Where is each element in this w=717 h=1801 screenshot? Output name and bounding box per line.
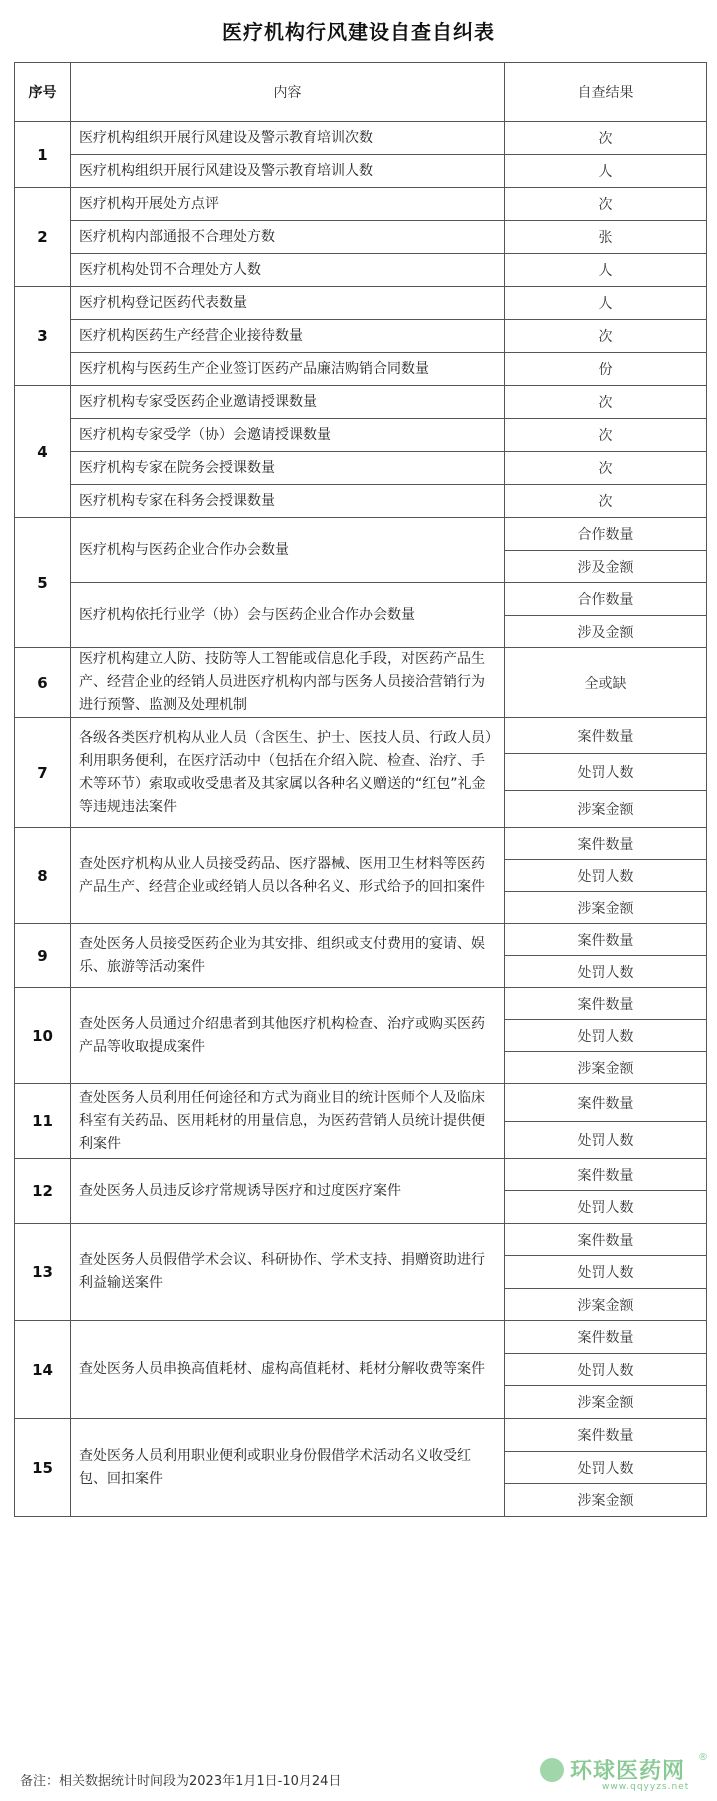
result-cell[interactable]: 涉及金额: [505, 616, 707, 648]
result-cell[interactable]: 次: [505, 452, 707, 485]
result-cell[interactable]: 次: [505, 386, 707, 419]
result-cell[interactable]: 处罚人数: [505, 1452, 707, 1484]
table-header-row: [15, 63, 707, 122]
row-number: 14: [15, 1321, 71, 1419]
row-number: 1: [15, 122, 71, 188]
result-cell[interactable]: 案件数量: [505, 1321, 707, 1354]
table-row: [15, 1084, 707, 1122]
table-row: [15, 419, 707, 452]
table-row: [15, 828, 707, 860]
result-cell[interactable]: 份: [505, 353, 707, 386]
result-cell[interactable]: 案件数量: [505, 828, 707, 860]
result-cell[interactable]: 案件数量: [505, 1419, 707, 1452]
content-cell: 医疗机构专家在科务会授课数量: [71, 485, 505, 518]
table-row: [15, 254, 707, 287]
self-check-table: [14, 62, 707, 1517]
table-row: [15, 1321, 707, 1354]
result-cell[interactable]: 处罚人数: [505, 956, 707, 988]
table-row: [15, 518, 707, 551]
row-number: 13: [15, 1224, 71, 1321]
table-row: [15, 122, 707, 155]
content-cell: 医疗机构处罚不合理处方人数: [71, 254, 505, 287]
table-row: [15, 452, 707, 485]
table-row: [15, 353, 707, 386]
content-cell: 医疗机构建立人防、技防等人工智能或信息化手段，对医药产品生产、经营企业的经销人员进医疗机构内部与医务人员接洽营销行为进行预警、监测及处理机制: [71, 648, 505, 718]
header-content: 内容: [71, 63, 505, 122]
content-cell: 医疗机构开展处方点评: [71, 188, 505, 221]
content-cell: 查处医务人员利用任何途径和方式为商业目的统计医师个人及临床科室有关药品、医用耗材的用量信息，为医药营销人员统计提供便利案件: [71, 1084, 505, 1159]
content-cell: 医疗机构依托行业学（协）会与医药企业合作办会数量: [71, 583, 505, 648]
header-result: 自查结果: [505, 63, 707, 122]
table-row: [15, 583, 707, 616]
result-cell[interactable]: 次: [505, 188, 707, 221]
content-cell: 查处医疗机构从业人员接受药品、医疗器械、医用卫生材料等医药产品生产、经营企业或经销人员以各种名义、形式给予的回扣案件: [71, 828, 505, 924]
result-cell[interactable]: 处罚人数: [505, 1020, 707, 1052]
row-number: 15: [15, 1419, 71, 1517]
table-row: [15, 188, 707, 221]
result-cell[interactable]: 处罚人数: [505, 1354, 707, 1386]
header-num: 序号: [15, 63, 71, 122]
table-row: [15, 287, 707, 320]
result-cell[interactable]: 次: [505, 485, 707, 518]
result-cell[interactable]: 案件数量: [505, 924, 707, 956]
row-number: 4: [15, 386, 71, 518]
result-cell[interactable]: 合作数量: [505, 583, 707, 616]
table-row: [15, 386, 707, 419]
result-cell[interactable]: 处罚人数: [505, 1256, 707, 1289]
row-number: 12: [15, 1159, 71, 1224]
table-row: [15, 1159, 707, 1191]
table-row: [15, 485, 707, 518]
result-cell[interactable]: 案件数量: [505, 1084, 707, 1122]
result-cell[interactable]: 涉案金额: [505, 892, 707, 924]
result-cell[interactable]: 处罚人数: [505, 754, 707, 791]
result-cell[interactable]: 人: [505, 155, 707, 188]
result-cell[interactable]: 次: [505, 320, 707, 353]
table-row: [15, 1419, 707, 1452]
result-cell[interactable]: 次: [505, 122, 707, 155]
watermark-url: www.qqyyzs.net: [602, 1782, 690, 1792]
result-cell[interactable]: 人: [505, 254, 707, 287]
row-number: 10: [15, 988, 71, 1084]
content-cell: 查处医务人员通过介绍患者到其他医疗机构检查、治疗或购买医药产品等收取提成案件: [71, 988, 505, 1084]
result-cell[interactable]: 全或缺: [505, 648, 707, 718]
table-row: [15, 155, 707, 188]
page-title: 医疗机构行风建设自查自纠表: [222, 20, 495, 44]
result-cell[interactable]: 涉案金额: [505, 791, 707, 828]
row-number: 9: [15, 924, 71, 988]
content-cell: 医疗机构内部通报不合理处方数: [71, 221, 505, 254]
table-row: [15, 648, 707, 718]
content-cell: 查处医务人员违反诊疗常规诱导医疗和过度医疗案件: [71, 1159, 505, 1224]
row-number: 8: [15, 828, 71, 924]
table-row: [15, 1224, 707, 1256]
result-cell[interactable]: 案件数量: [505, 988, 707, 1020]
result-cell[interactable]: 案件数量: [505, 1159, 707, 1191]
content-cell: 医疗机构登记医药代表数量: [71, 287, 505, 320]
row-number: 2: [15, 188, 71, 287]
result-cell[interactable]: 处罚人数: [505, 860, 707, 892]
watermark: [540, 1752, 712, 1796]
content-cell: 查处医务人员利用职业便利或职业身份假借学术活动名义收受红包、回扣案件: [71, 1419, 505, 1517]
footnote: 备注：相关数据统计时间段为2023年1月1日-10月24日: [20, 1774, 342, 1789]
content-cell: 医疗机构专家在院务会授课数量: [71, 452, 505, 485]
result-cell[interactable]: 案件数量: [505, 718, 707, 754]
result-cell[interactable]: 涉及金额: [505, 551, 707, 583]
result-cell[interactable]: 涉案金额: [505, 1052, 707, 1084]
content-cell: 查处医务人员假借学术会议、科研协作、学术支持、捐赠资助进行利益输送案件: [71, 1224, 505, 1321]
result-cell[interactable]: 涉案金额: [505, 1289, 707, 1321]
content-cell: 医疗机构组织开展行风建设及警示教育培训人数: [71, 155, 505, 188]
content-cell: 医疗机构组织开展行风建设及警示教育培训次数: [71, 122, 505, 155]
table-row: [15, 320, 707, 353]
content-cell: 医疗机构专家受学（协）会邀请授课数量: [71, 419, 505, 452]
table-row: [15, 221, 707, 254]
content-cell: 查处医务人员接受医药企业为其安排、组织或支付费用的宴请、娱乐、旅游等活动案件: [71, 924, 505, 988]
row-number: 5: [15, 518, 71, 648]
result-cell[interactable]: 合作数量: [505, 518, 707, 551]
result-cell[interactable]: 人: [505, 287, 707, 320]
result-cell[interactable]: 处罚人数: [505, 1122, 707, 1159]
row-number: 11: [15, 1084, 71, 1159]
result-cell[interactable]: 涉案金额: [505, 1386, 707, 1419]
row-number: 3: [15, 287, 71, 386]
content-cell: 医疗机构与医药企业合作办会数量: [71, 518, 505, 583]
result-cell[interactable]: 涉案金额: [505, 1484, 707, 1517]
content-cell: 医疗机构医药生产经营企业接待数量: [71, 320, 505, 353]
globe-logo-icon: [540, 1758, 564, 1782]
table-row: [15, 924, 707, 956]
watermark-text: 环球医药网: [570, 1759, 686, 1784]
result-cell[interactable]: 案件数量: [505, 1224, 707, 1256]
registered-mark: ®: [698, 1752, 708, 1763]
table-row: [15, 988, 707, 1020]
content-cell: 查处医务人员串换高值耗材、虚构高值耗材、耗材分解收费等案件: [71, 1321, 505, 1419]
row-number: 7: [15, 718, 71, 828]
result-cell[interactable]: 次: [505, 419, 707, 452]
content-cell: 医疗机构专家受医药企业邀请授课数量: [71, 386, 505, 419]
table-row: [15, 718, 707, 754]
row-number: 6: [15, 648, 71, 718]
content-cell: 医疗机构与医药生产企业签订医药产品廉洁购销合同数量: [71, 353, 505, 386]
result-cell[interactable]: 处罚人数: [505, 1191, 707, 1224]
content-cell: 各级各类医疗机构从业人员（含医生、护士、医技人员、行政人员）利用职务便利，在医疗活动中（包括在介绍入院、检查、治疗、手术等环节）索取或收受患者及其家属以各种名义赠送的“红包”礼金等违规违法案件: [71, 718, 505, 828]
result-cell[interactable]: 张: [505, 221, 707, 254]
